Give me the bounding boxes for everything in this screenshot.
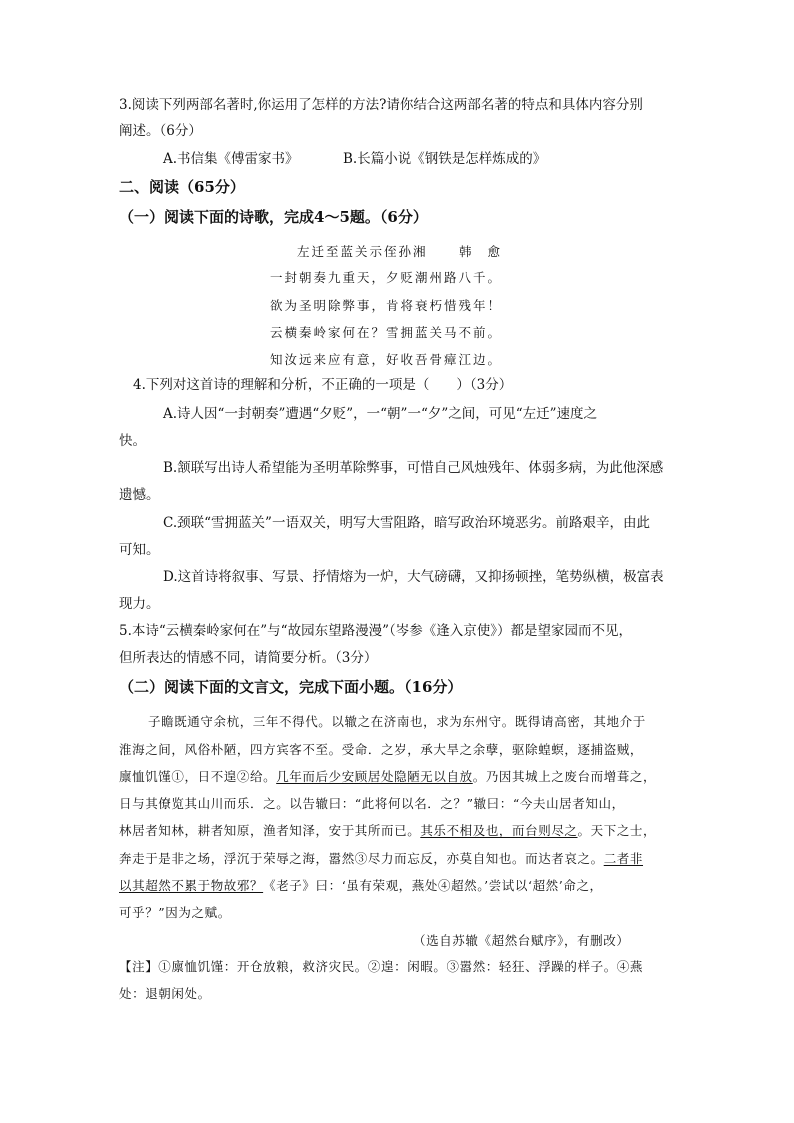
underlined-sentence-1: 几年而后少安顾居处隐陋无以自放 [276,769,473,784]
q4-stem: 4.下列对这首诗的理解和分析，不正确的一项是（ ）（3分） [133,377,513,393]
q4-option-d-line2: 现力。 [119,596,160,612]
poem-title: 左迁至蓝关示侄孙湘 [297,244,428,259]
q3-option-a: A.书信集《傅雷家书》 [163,151,299,167]
q4-option-b-line2: 遗憾。 [119,487,160,503]
classical-text-line-5 [119,821,656,839]
text-segment: 奔走于是非之场，浮沉于荣辱之海，嚣然③尽力而忘反，亦莫自知也。而达者哀之。 [119,851,604,866]
q4-option-d-line1: D.这首诗将叙事、写景、抒情熔为一炉，大气磅礴，又抑扬顿挫，笔势纵横，极富表 [163,569,664,585]
poem-line-3: 云横秦岭家何在？雪拥蓝关马不前。 [270,325,503,340]
text-segment: 。乃因其城上之废台而增葺之， [472,769,657,784]
q4-option-c-line1: C.颈联“雪拥蓝关”一语双关，明写大雪阻路，暗写政治环境恶劣。前路艰辛，由此 [163,515,650,531]
classical-text-line-3 [119,767,656,785]
poem-line-2: 欲为圣明除弊事，肯将衰朽惜残年！ [270,298,503,313]
underlined-sentence-3a: 二者非 [603,851,644,866]
text-segment: 《老子》曰：‘虽有荣观，燕处④超然。’尝试以‘超然’命之， [263,878,603,893]
classical-text-line-1: 子瞻既通守余杭，三年不得代。以辙之在济南也，求为东州守。既得请高密，其地介于 [148,714,646,729]
q4-option-a-line1: A.诗人因“一封朝奏”遭遇“夕贬”，一“朝”一“夕”之间，可见“左迁”速度之 [163,406,598,422]
q3-option-b: B.长篇小说《钢铁是怎样炼成的》 [343,151,547,167]
classical-text-line-6 [119,849,643,867]
part-1-title: （一）阅读下面的诗歌，完成4～5题。（6分） [119,208,428,226]
q5-stem-line1: 5.本诗“云横秦岭家何在”与“故园东望路漫漫”（岑参《逢入京使》）都是望家园而不见， [119,623,632,639]
section-2-title: 二、阅读（65分） [119,178,245,196]
classical-text-line-2: 淮海之间，风俗朴陋，四方宾客不至。受命．之岁，承大旱之余孽，驱除蝗螟，逐捕盗贼， [119,742,644,757]
underlined-sentence-3b: 以其超然不累于物故邪？ [119,878,264,893]
underlined-sentence-2: 其乐不相及也，而台则尽之 [420,823,578,838]
q4-option-a-line2: 快。 [119,433,146,449]
poem-line-4: 知汝远来应有意，好收吾骨瘴江边。 [270,352,503,367]
notes-line-2: 处：退朝闲处。 [119,986,211,1001]
q3-stem-line1: 3.阅读下列两部名著时,你运用了怎样的方法?请你结合这两部名著的特点和具体内容分别 [119,97,643,113]
poem-author: 韩 愈 [459,244,506,259]
poem-line-1: 一封朝奏九重天，夕贬潮州路八千。 [270,270,503,285]
classical-text-line-7 [119,876,603,894]
text-segment: 。天下之士， [577,823,657,838]
q3-stem-line2: 阐述。（6分） [119,123,202,139]
part-2-title: （二）阅读下面的文言文，完成下面小题。（16分） [119,678,463,696]
text-segment: 林居者知林，耕者知原，渔者知泽，安于其所而已。 [119,823,421,838]
q4-option-c-line2: 可知。 [119,542,160,558]
q4-option-b-line1: B.颔联写出诗人希望能为圣明革除弊事，可惜自己风烛残年、体弱多病，为此他深感 [163,460,664,476]
classical-text-line-4: 日与其僚览其山川而乐．之。以告辙曰：“此将何以名．之？”辙曰：“今夫山居者知山， [119,796,625,811]
source-citation: （选自苏辙《超然台赋序》，有删改） [413,933,630,948]
q5-stem-line2: 但所表达的情感不同，请简要分析。（3分） [119,650,378,666]
notes-line-1: 【注】①廪恤饥馑：开仓放粮，救济灾民。②遑：闲暇。③嚣然：轻狂、浮躁的样子。④燕 [119,959,644,974]
classical-text-line-8: 可乎？”因为之赋。 [119,905,231,920]
text-segment: 廪恤饥馑①，日不遑②给。 [119,769,277,784]
